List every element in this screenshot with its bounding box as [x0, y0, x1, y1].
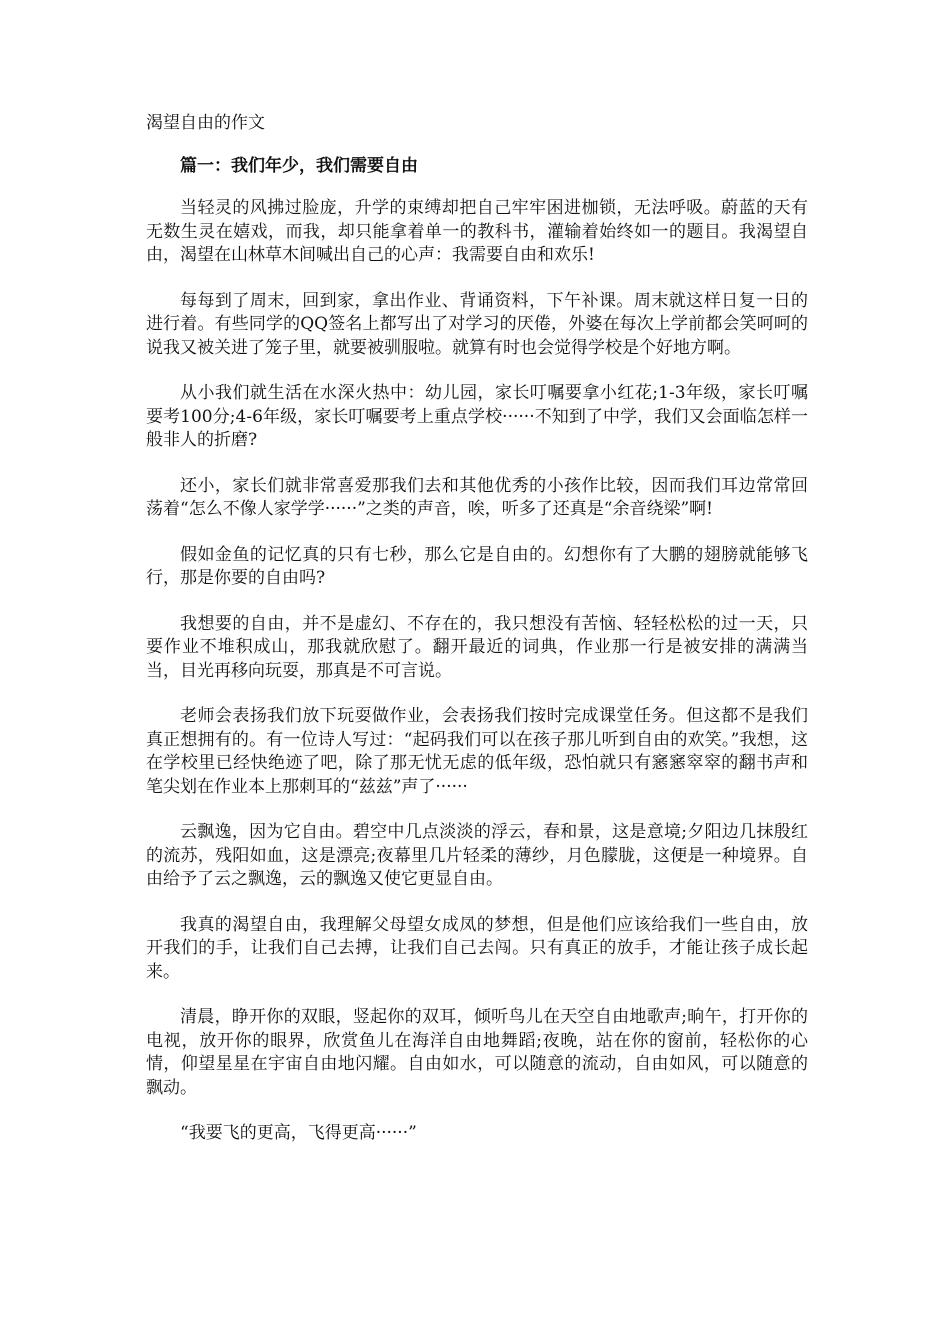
paragraph-2: 每每到了周末，回到家，拿出作业、背诵资料，下午补课。周末就这样日复一日的进行着。有些同学的QQ签名上都写出了对学习的厌倦，外婆在每次上学前都会笑呵呵的说我又被关进了笼子里，就要被驯服啦。就算有时也会觉得学校是个好地方啊。 — [146, 290, 808, 358]
document-title: 渴望自由的作文 — [146, 113, 265, 133]
section-heading: 篇一：我们年少，我们需要自由 — [180, 155, 418, 176]
document-page — [146, 112, 808, 1168]
paragraph-5: 假如金鱼的记忆真的只有七秒，那么它是自由的。幻想你有了大鹏的翅膀就能够飞行，那是你要的自由吗? — [146, 544, 808, 588]
paragraph-4: 还小，家长们就非常喜爱那我们去和其他优秀的小孩作比较，因而我们耳边常常回荡着“怎么不像人家学学······”之类的声音，唉，听多了还真是“余音绕梁”啊! — [146, 475, 808, 519]
paragraph-3: 从小我们就生活在水深火热中：幼儿园，家长叮嘱要拿小红花;1-3年级，家长叮嘱要考100分;4-6年级，家长叮嘱要考上重点学校······不知到了中学，我们又会面临怎样一般非人的折磨? — [146, 383, 808, 450]
paragraph-9: 我真的渴望自由，我理解父母望女成凤的梦想，但是他们应该给我们一些自由，放开我们的手，让我们自己去搏，让我们自己去闯。只有真正的放手，才能让孩子成长起来。 — [146, 914, 808, 982]
paragraph-11: “我要飞的更高，飞得更高······” — [180, 1123, 417, 1143]
paragraph-7: 老师会表扬我们放下玩耍做作业，会表扬我们按时完成课堂任务。但这都不是我们真正想拥有的。有一位诗人写过：“起码我们可以在孩子那儿听到自由的欢笑。”我想，这在学校里已经快绝迹了吧，除了那无忧无虑的低年级，恐怕就只有窸窸窣窣的翻书声和笔尖划在作业本上那刺耳的“兹兹”声了······ — [146, 706, 808, 797]
paragraph-10: 清晨，睁开你的双眼，竖起你的双耳，倾听鸟儿在天空自由地歌声;晌午，打开你的电视，放开你的眼界，欣赏鱼儿在海洋自由地舞蹈;夜晚，站在你的窗前，轻松你的心情，仰望星星在宇宙自由地闪耀。自由如水，可以随意的流动，自由如风，可以随意的飘动。 — [146, 1007, 808, 1098]
paragraph-6: 我想要的自由，并不是虚幻、不存在的，我只想没有苦恼、轻轻松松的过一天，只要作业不堆积成山，那我就欣慰了。翻开最近的词典，作业那一行是被安排的满满当当，目光再移向玩耍，那真是不可言说。 — [146, 613, 808, 681]
paragraph-1: 当轻灵的风拂过脸庞，升学的束缚却把自己牢牢困进枷锁，无法呼吸。蔚蓝的天有无数生灵在嬉戏，而我，却只能拿着单一的教科书，灌输着始终如一的题目。我渴望自由，渴望在山林草木间喊出自己的心声：我需要自由和欢乐! — [146, 198, 808, 265]
paragraph-8: 云飘逸，因为它自由。碧空中几点淡淡的浮云，春和景，这是意境;夕阳边几抹殷红的流苏，残阳如血，这是漂亮;夜幕里几片轻柔的薄纱，月色朦胧，这便是一种境界。自由给予了云之飘逸，云的飘逸又使它更显自由。 — [146, 822, 808, 889]
